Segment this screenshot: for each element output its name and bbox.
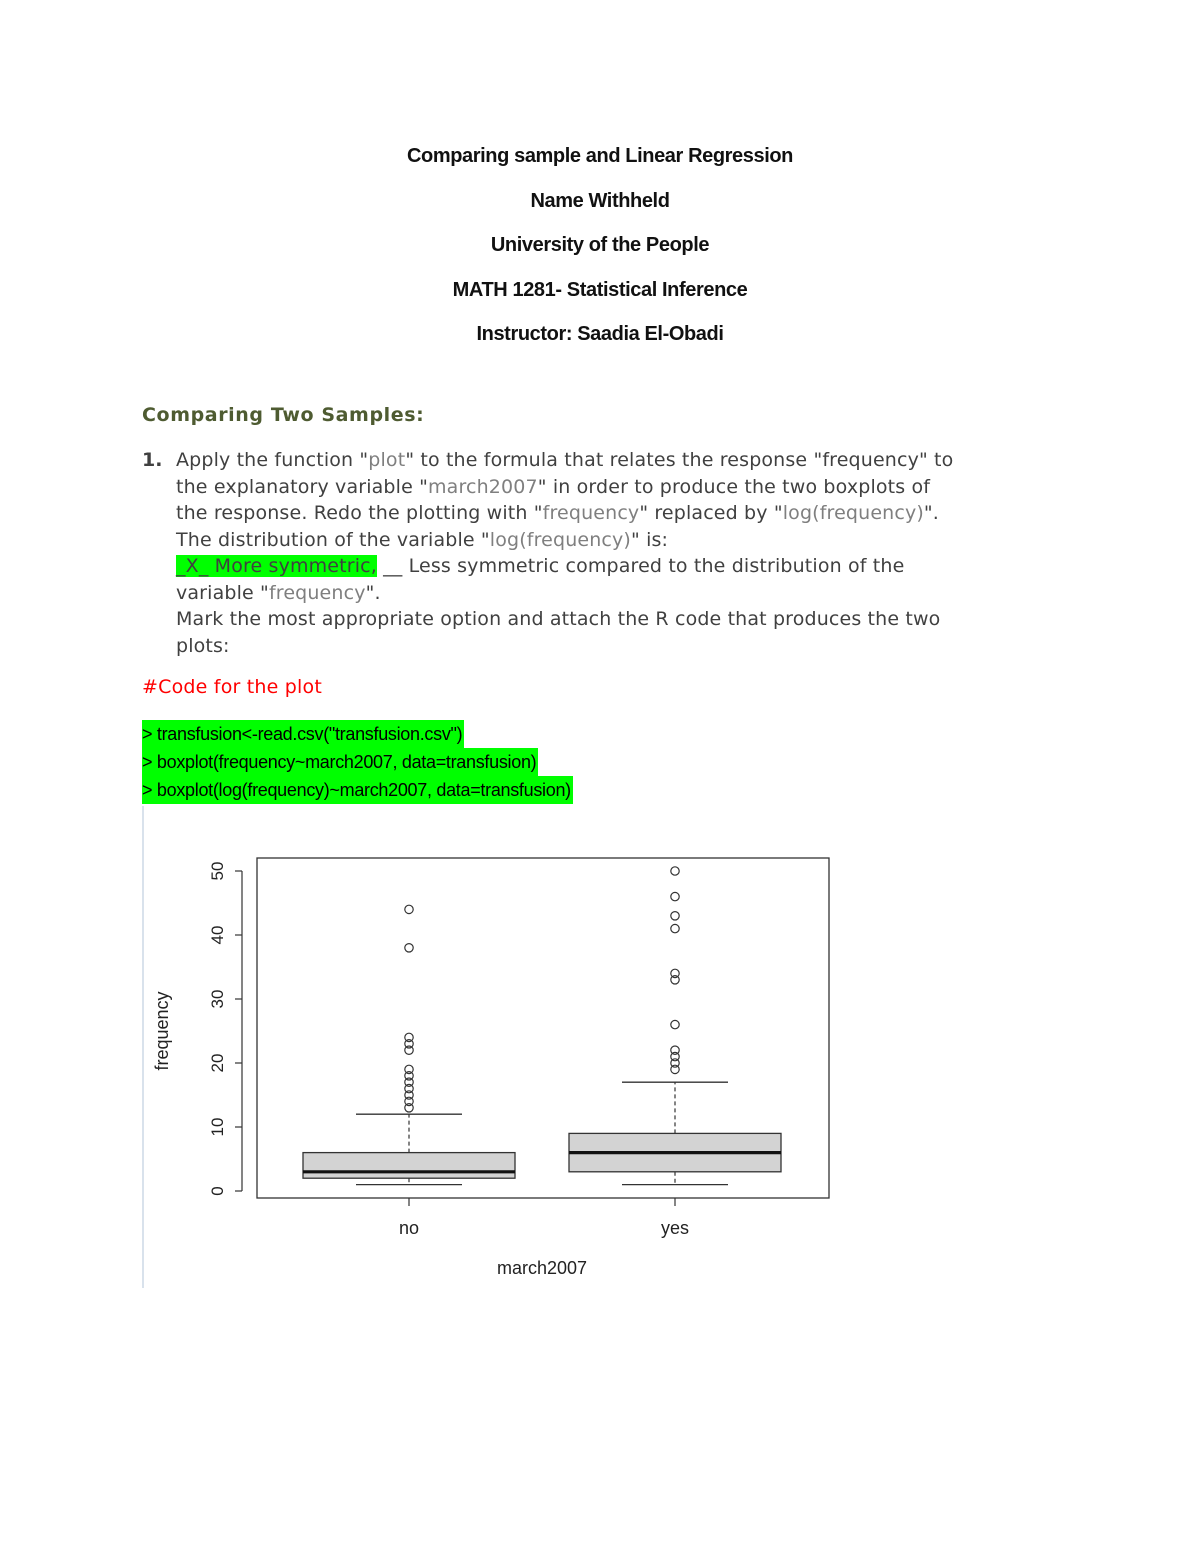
boxplot-chart [144, 820, 864, 1290]
boxplot-svg [144, 820, 864, 1290]
code-block [142, 720, 573, 804]
y-tick-label: 40 [208, 925, 227, 945]
outlier-point [671, 867, 679, 875]
outlier-point [671, 1046, 679, 1054]
y-tick-label: 10 [208, 1117, 227, 1137]
university-name: University of the People [490, 234, 710, 257]
course-name: MATH 1281- Statistical Inference [452, 278, 748, 301]
question-line-8: plots: [176, 634, 230, 657]
question-line-5: _X_ More symmetric, __ Less symmetric compared to the distribution of the [176, 555, 905, 577]
code-line-1: > transfusion<-read.csv("transfusion.csv") [142, 720, 573, 748]
outlier-point [405, 1065, 413, 1073]
y-axis-label: frequency [152, 991, 172, 1071]
outlier-point [405, 905, 413, 913]
x-tick-label: no [398, 1218, 420, 1238]
y-tick-label: 0 [208, 1186, 227, 1196]
iqr-box [303, 1153, 515, 1179]
selected-answer-highlight: _X_ More symmetric, [176, 555, 377, 577]
question-line-2: the explanatory variable "march2007" in order to produce the two boxplots of [176, 475, 931, 498]
instructor-name: Instructor: Saadia El-Obadi [476, 323, 724, 346]
y-tick-label: 30 [208, 989, 227, 1009]
outlier-point [405, 1033, 413, 1041]
outlier-point [671, 1020, 679, 1028]
outlier-point [671, 912, 679, 920]
question-text [176, 447, 1076, 659]
outlier-point [671, 924, 679, 932]
question-line-1: Apply the function "plot" to the formula that relates the response "frequency" to [176, 449, 954, 471]
x-axis-label: march2007 [496, 1258, 588, 1278]
author-name: Name Withheld [530, 189, 670, 212]
outlier-point [405, 944, 413, 952]
question-line-6: variable "frequency". [176, 581, 381, 604]
y-tick-label: 50 [208, 861, 227, 881]
x-tick-label: yes [660, 1218, 690, 1238]
outlier-point [671, 892, 679, 900]
y-tick-label: 20 [208, 1053, 227, 1073]
title-block [0, 140, 1200, 363]
question-line-7: Mark the most appropriate option and attach the R code that produces the two [176, 608, 941, 630]
code-line-2: > boxplot(frequency~march2007, data=transfusion) [142, 748, 573, 776]
document-title: Comparing sample and Linear Regression [406, 145, 793, 167]
code-comment: #Code for the plot [142, 676, 322, 698]
question-line-3: the response. Redo the plotting with "frequency" replaced by "log(frequency)". [176, 502, 940, 524]
outlier-point [671, 969, 679, 977]
question-number: 1. [142, 449, 163, 471]
section-heading: Comparing Two Samples: [142, 404, 425, 426]
code-line-3: > boxplot(log(frequency)~march2007, data=transfusion) [142, 776, 573, 804]
question-line-4: The distribution of the variable "log(frequency)" is: [176, 528, 669, 551]
